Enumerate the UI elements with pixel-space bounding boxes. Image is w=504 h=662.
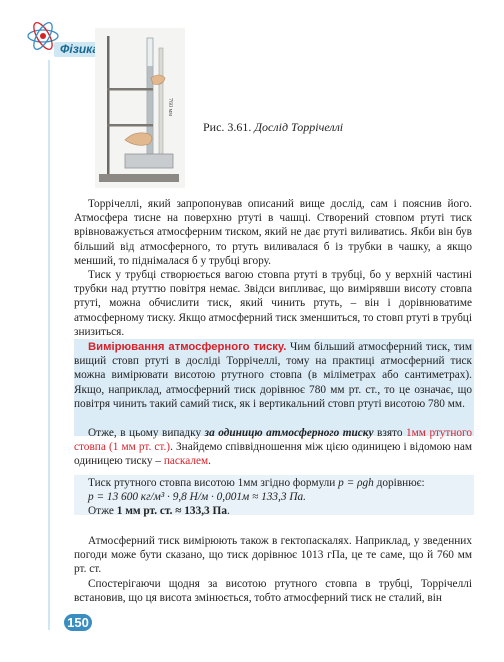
p4-text-b: взято [373,427,406,439]
formula-intro: Тиск ртутного стовпа висотою 1мм згідно формули [88,477,339,489]
p4-text-a: Отже, в цьому випадку [88,427,205,439]
paragraph-3-text: Чим більший атмосферний тиск, тим вищий стовп ртуті в досліді Торрічеллі, тому на практиці атмосферний тиск можна вимірювати висотою ртутного стовпа (в міліметрах або сантиметрах). Якщо, наприклад, атмосферний тиск дорівнює 780 мм рт. ст., то це означає, що повітря чинить такий самий тиск, як і вертикальний стовп ртуті висотою 780 мм. [74,341,472,410]
page-header [0,14,504,54]
page-number: 150 [64,614,92,631]
formula-block [88,476,468,519]
paragraph-2-text: Тиск у трубці створюється вагою стовпа ртуті в трубці, бо у верхній частині трубки над ртуттю повітря немає. Звідси випливає, що вимірявши висоту стовпа ртуті, можна обчислити тиск, який чинить ртуть, – він і дорівнюватиме атмосферному тиску. Якщо атмосферний тиск зменшиться, то стовп ртуті в трубці знизиться. [74,269,472,338]
result-suffix: . [226,505,230,518]
paragraph-4 [74,426,472,469]
figure-number: Рис. 3.61. [203,120,252,134]
paragraph-6 [74,577,472,605]
unit-term: за одиницю атмосферного тиску [204,427,374,439]
p4-text-c: . Знайдемо співвідношення між цією одиницею і відомою нам одиницею тиску – [74,441,472,468]
paragraph-5 [74,534,472,577]
figure-caption [203,120,343,135]
paragraph-6-text: Спостерігаючи щодня за висотою ртутного стовпа в трубці, Торрічеллі встановив, що ця висота змінюється, тобто атмосферний тиск не сталий, він [74,578,472,605]
section-heading: Вимірювання атмосферного тиску. [88,341,287,353]
result-prefix: Отже [88,505,117,518]
margin-rule [48,60,50,630]
paragraph-5-text: Атмосферний тиск вимірюють також в гектопаскалях. Наприклад, у зведенних погоди може бути сказано, що тиск дорівнює 1013 гПа, це те саме, що й 760 мм рт. ст. [74,535,472,576]
figure-title: Дослід Торрічеллі [254,120,344,134]
formula-tail: дорівнює: [373,477,425,489]
unit-mmhg: 1мм ртутного стовпа (1 мм рт. ст.) [74,427,473,454]
paragraph-1-text: Торрічеллі, який запропонував описаний вище дослід, сам і пояснив його. Атмосфера тисне на поверхню ртуті в чашці. Створений стовпом ртуті тиск врівноважується атмосферним тиском, який не дає ртуті виливатись. Якби він був більший від атмосферного, то ртуть виливалася б із трубки в чашку, а якщо менший, то піднімалася б у трубці вгору. [74,198,472,267]
subject-label: Фізика [60,42,100,56]
scale-label: 760 мм [167,98,173,117]
p4-text-d: . [208,455,211,468]
torricelli-figure [95,28,185,188]
formula: p = ρgh [338,477,374,489]
paragraph-2 [74,268,472,339]
paragraph-1 [74,197,472,268]
paragraph-3 [74,340,472,411]
formula-calc: p = 13 600 кг/м³ · 9,8 Н/м · 0,001м ≈ 133,3 Па. [88,491,306,504]
result-value: 1 мм рт. ст. ≈ 133,3 Па [116,505,227,518]
pascal-term: паскалем [163,455,209,468]
